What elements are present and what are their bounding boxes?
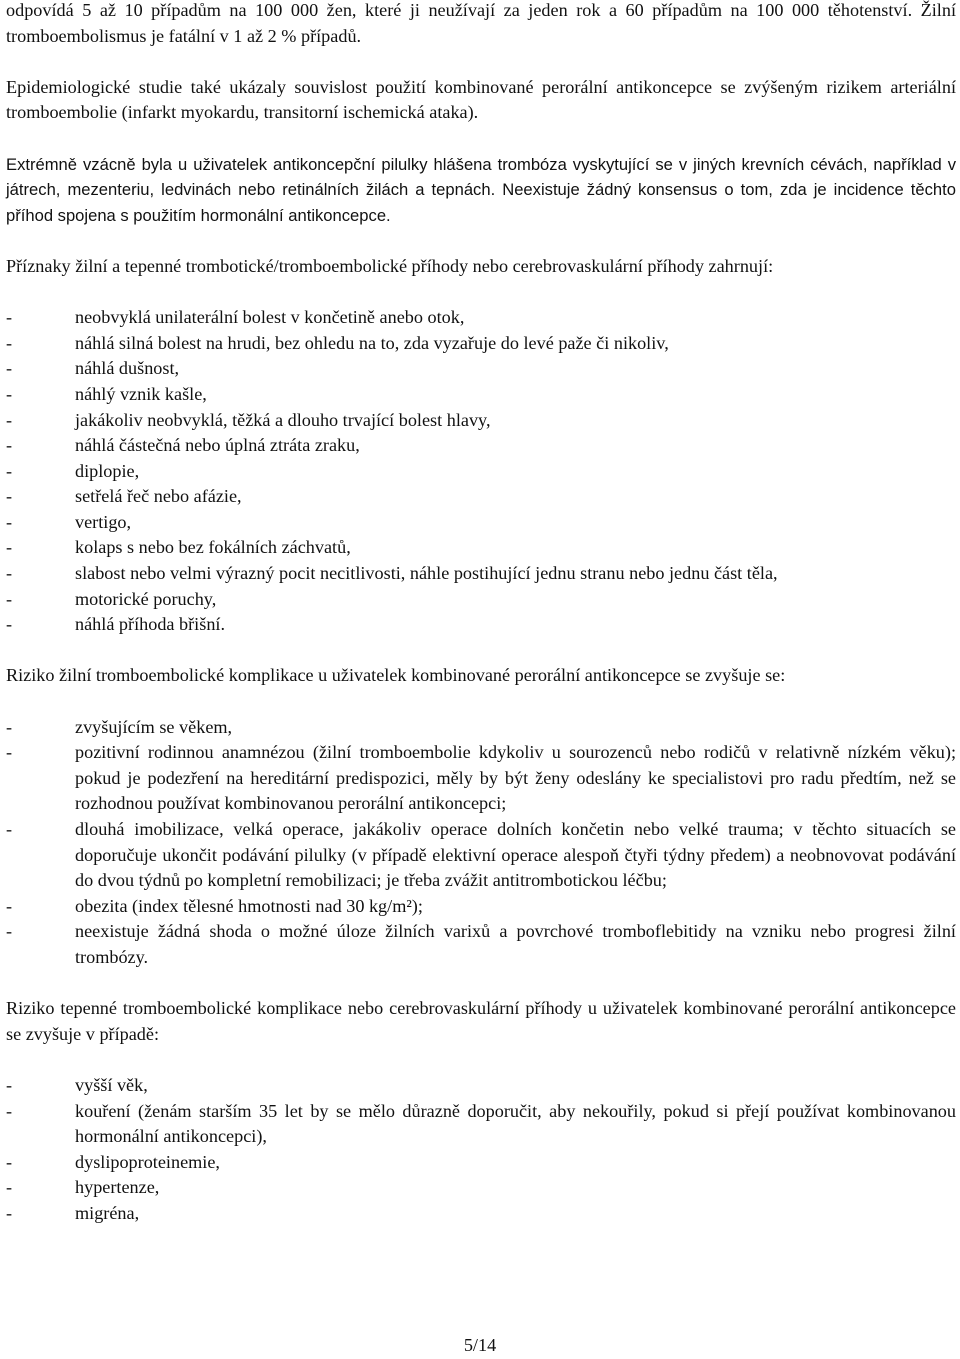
list-item: - dlouhá imobilizace, velká operace, jakákoliv operace dolních končetin nebo velké trauma; v těchto situacích se doporučuje ukončit podávání pilulky (v případě elektivní operace alespoň čtyři týdny předem) a neobnovovat podávání do dvou týdnů po kompletní remobilizaci; je třeba zvážit antitrombotickou léčbu; xyxy=(6,817,956,894)
list-item: - dyslipoproteinemie, xyxy=(6,1150,956,1176)
list-item: - náhlý vznik kašle, xyxy=(6,382,956,408)
list-item: - migréna, xyxy=(6,1201,956,1227)
spacer xyxy=(6,689,956,715)
list-item: - vertigo, xyxy=(6,510,956,536)
list-item: - slabost nebo velmi výrazný pocit necitlivosti, náhle postihující jednu stranu nebo jednu část těla, xyxy=(6,561,956,587)
list-item: - náhlá částečná nebo úplná ztráta zraku, xyxy=(6,433,956,459)
spacer xyxy=(6,1047,956,1073)
list-item: - náhlá příhoda břišní. xyxy=(6,612,956,638)
symptoms-list xyxy=(6,305,956,638)
spacer xyxy=(6,971,956,997)
list-item: - neobvyklá unilaterální bolest v končetině anebo otok, xyxy=(6,305,956,331)
spacer xyxy=(6,49,956,75)
list-item: - kolaps s nebo bez fokálních záchvatů, xyxy=(6,535,956,561)
list-item: - diplopie, xyxy=(6,459,956,485)
list-item: - neexistuje žádná shoda o možné úloze žilních varixů a povrchové tromboflebitidy na vzniku nebo progresi žilní trombózy. xyxy=(6,919,956,970)
list-item: - náhlá dušnost, xyxy=(6,356,956,382)
paragraph-epidemiology: Epidemiologické studie také ukázaly souvislost použití kombinované perorální antikoncepce se zvýšeným rizikem arteriální tromboembolie (infarkt myokardu, transitorní ischemická ataka). xyxy=(6,76,956,123)
list-item: - setřelá řeč nebo afázie, xyxy=(6,484,956,510)
list-item: - motorické poruchy, xyxy=(6,587,956,613)
list-item: - jakákoliv neobvyklá, těžká a dlouho trvající bolest hlavy, xyxy=(6,408,956,434)
paragraph-incidence: odpovídá 5 až 10 případům na 100 000 žen, které ji neužívají za jeden rok a 60 případům na 100 000 těhotenství. Žilní tromboembolismus je fatální v 1 až 2 % případů. xyxy=(6,0,956,46)
paragraph-rare-thrombosis: Extrémně vzácně byla u uživatelek antikoncepční pilulky hlášena trombóza vyskytující se v jiných krevních cévách, například v játrech, mezenteriu, ledvinách nebo retinálních žilách a tepnách. Neexistuje žádný konsensus o tom, zda je incidence těchto příhod spojena s použitím hormonální antikoncepce. xyxy=(6,154,956,225)
paragraph-arterial-risk-intro: Riziko tepenné tromboembolické komplikace nebo cerebrovaskulární příhody u uživatelek kombinované perorální antikoncepce se zvyšuje v případě: xyxy=(6,998,956,1044)
spacer xyxy=(6,126,956,152)
spacer xyxy=(6,638,956,664)
document-page xyxy=(6,0,956,1227)
list-item: - kouření (ženám starším 35 let by se mělo důrazně doporučit, aby nekouřily, pokud si přejí používat kombinovanou hormonální antikoncepci), xyxy=(6,1099,956,1150)
venous-risk-list xyxy=(6,715,956,971)
spacer xyxy=(6,280,956,306)
arterial-risk-list xyxy=(6,1073,956,1227)
page-number: 5/14 xyxy=(463,1335,497,1355)
list-item: - náhlá silná bolest na hrudi, bez ohledu na to, zda vyzařuje do levé paže či nikoliv, xyxy=(6,331,956,357)
list-item: - pozitivní rodinnou anamnézou (žilní tromboembolie kdykoliv u sourozenců nebo rodičů v relativně nízkém věku); pokud je podezření na hereditární predispozici, měly by být ženy odeslány ke specialistovi pro radu předtím, než se rozhodnou používat kombinovanou perorální antikoncepci; xyxy=(6,740,956,817)
list-item: - zvyšujícím se věkem, xyxy=(6,715,956,741)
list-item: - hypertenze, xyxy=(6,1175,956,1201)
list-item: - vyšší věk, xyxy=(6,1073,956,1099)
paragraph-symptoms-intro: Příznaky žilní a tepenné trombotické/tromboembolické příhody nebo cerebrovaskulární příhody zahrnují: xyxy=(6,255,774,276)
list-item: - obezita (index tělesné hmotnosti nad 30 kg/m²); xyxy=(6,894,956,920)
paragraph-venous-risk-intro: Riziko žilní tromboembolické komplikace u uživatelek kombinované perorální antikoncepce se zvyšuje se: xyxy=(6,665,786,686)
spacer xyxy=(6,228,956,254)
